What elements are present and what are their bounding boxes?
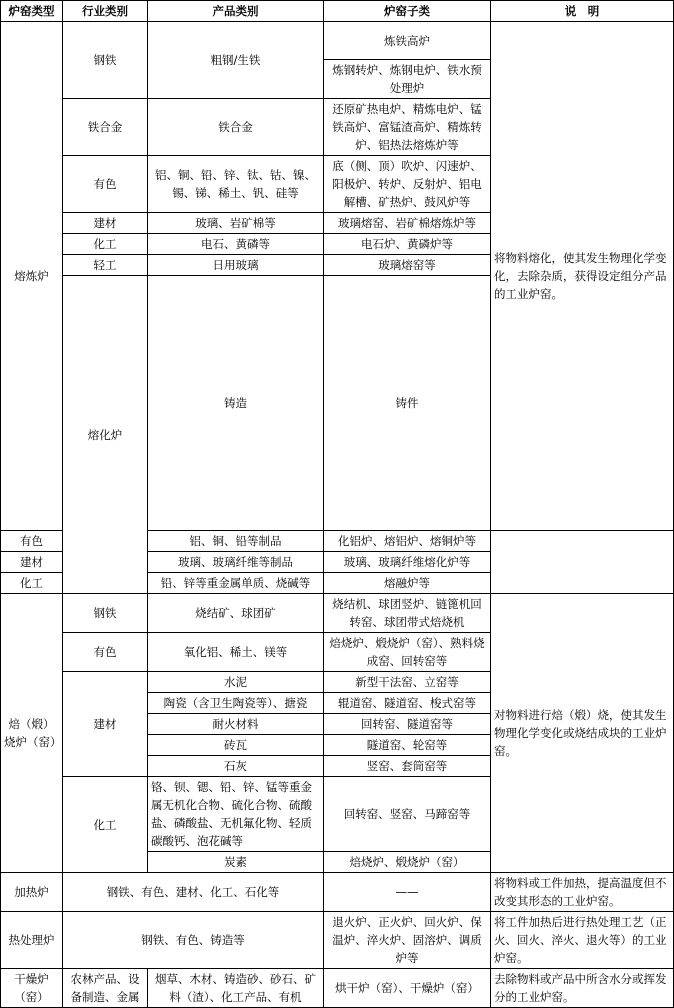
product-cell: 砖瓦 [148,735,324,756]
industry-cell: 建材 [1,552,63,573]
industry-cell: 钢铁 [63,22,148,99]
subtype-cell: 玻璃、玻璃纤维熔化炉等 [324,552,491,573]
product-cell: 炭素 [148,852,324,873]
subtype-cell: 玻璃熔窑等 [324,255,491,276]
kiln-type-cell: 加热炉 [1,873,63,912]
product-cell: 铝、铜、铅等制品 [148,531,324,552]
industry-cell: 钢铁 [63,594,148,633]
table-row [1,594,674,633]
header-description: 说 明 [491,1,674,22]
subtype-cell: 化铝炉、熔铝炉、熔铜炉等 [324,531,491,552]
product-cell: 玻璃、玻璃纤维等制品 [148,552,324,573]
product-cell: 陶瓷（含卫生陶瓷等）、搪瓷 [148,693,324,714]
description-cell: 将物料熔化，使其发生物理化学变化，去除杂质，获得设定组分产品的工业炉窑。 [491,22,674,531]
table-row [1,22,674,60]
subtype-cell: 烧结机、球团竖炉、链篦机回转窑、球团带式焙烧机 [324,594,491,633]
industry-cell: 建材 [63,213,148,234]
industry-product-merged-cell: 钢铁、有色、建材、化工、石化等 [63,873,324,912]
product-cell: 铁合金 [148,99,324,156]
subtype-cell: 底（侧、顶）吹炉、闪速炉、阳极炉、转炉、反射炉、铝电解槽、矿热炉、鼓风炉等 [324,156,491,213]
industry-cell: 铸造 [148,276,324,531]
industry-cell: 铁合金 [63,99,148,156]
subtype-cell: 烘干炉（窑）、干燥炉（窑） [324,969,491,1008]
product-cell: 日用玻璃 [148,255,324,276]
subtype-cell: 玻璃熔窑、岩矿棉熔炼炉等 [324,213,491,234]
header-kiln-type: 炉窑类型 [1,1,63,22]
product-cell: 烟草、木材、铸造砂、砂石、矿料（渣）、化工产品、有机 [148,969,324,1008]
subtype-cell: 竖窑、套筒窑等 [324,756,491,777]
industry-cell: 农林产品、设备制造、金属 [63,969,148,1008]
kiln-type-cell: 熔化炉 [63,276,148,594]
subtype-cell: 还原矿热电炉、精炼电炉、锰铁高炉、富锰渣高炉、精炼转炉、铝热法熔炼炉等 [324,99,491,156]
description-cell: 将工件加热后进行热处理工艺（正火、回火、淬火、退火等）的工业炉窑。 [491,912,674,969]
industry-product-merged-cell: 钢铁、有色、铸造等 [63,912,324,969]
subtype-cell: 隧道窑、轮窑等 [324,735,491,756]
product-cell: 水泥 [148,672,324,693]
industry-cell: 有色 [63,633,148,672]
subtype-cell: 退火炉、正火炉、回火炉、保温炉、淬火炉、固溶炉、调质炉等 [324,912,491,969]
table-row [1,912,674,969]
industry-cell: 建材 [63,672,148,777]
industry-cell: 化工 [63,777,148,873]
subtype-cell: 熔融炉等 [324,573,491,594]
subtype-cell: 回转窑、隧道窑等 [324,714,491,735]
industry-cell: 有色 [1,531,63,552]
kiln-type-cell: 热处理炉 [1,912,63,969]
table-row [1,969,674,1008]
product-cell: 耐火材料 [148,714,324,735]
subtype-cell: 焙烧炉、煅烧炉（窑）、熟料烧成窑、回转窑等 [324,633,491,672]
header-row [1,1,674,22]
subtype-cell: 辊道窑、隧道窑、梭式窑等 [324,693,491,714]
industry-cell: 化工 [63,234,148,255]
product-cell: 铝、铜、铅、锌、钛、钴、镍、锡、锑、稀土、钒、硅等 [148,156,324,213]
industry-cell: 化工 [1,573,63,594]
subtype-cell: 焙烧炉、煅烧炉（窑） [324,852,491,873]
product-cell: 氧化铝、稀土、镁等 [148,633,324,672]
header-subtype: 炉窑子类 [324,1,491,22]
industry-cell: 有色 [63,156,148,213]
description-cell: 去除物料或产品中所含水分或挥发分的工业炉窑。 [491,969,674,1008]
description-cell: 将物料或工件加热，提高温度但不改变其形态的工业炉窑。 [491,873,674,912]
kiln-type-cell: 焙（煅）烧炉（窑） [1,594,63,873]
product-cell: 电石、黄磷等 [148,234,324,255]
table-row [1,873,674,912]
product-cell: 铸件 [324,276,491,531]
product-cell: 烧结矿、球团矿 [148,594,324,633]
kiln-type-cell: 熔炼炉 [1,22,63,531]
industry-cell: 轻工 [63,255,148,276]
product-cell: 石灰 [148,756,324,777]
subtype-cell: 电石炉、黄磷炉等 [324,234,491,255]
subtype-cell: 回转窑、竖窑、马蹄窑等 [324,777,491,852]
kiln-type-cell: 干燥炉（窑） [1,969,63,1008]
subtype-cell: 新型干法窑、立窑等 [324,672,491,693]
product-cell: 铅、锌等重金属单质、烧碱等 [148,573,324,594]
subtype-cell: 炼钢转炉、炼钢电炉、铁水预处理炉 [324,60,491,99]
product-cell: 铬、钡、锶、铅、锌、锰等重金属无机化合物、硫化合物、硫酸盐、磷酸盐、无机氟化物、轻质碳酸钙、泡花碱等 [148,777,324,852]
subtype-cell: —— [324,873,491,912]
subtype-cell: 炼铁高炉 [324,22,491,60]
product-cell: 玻璃、岩矿棉等 [148,213,324,234]
description-cell: 对物料进行焙（煅）烧，使其发生物理化学变化或烧结成块的工业炉窑。 [491,594,674,873]
header-product: 产品类别 [148,1,324,22]
product-cell: 粗钢/生铁 [148,22,324,99]
header-industry: 行业类别 [63,1,148,22]
